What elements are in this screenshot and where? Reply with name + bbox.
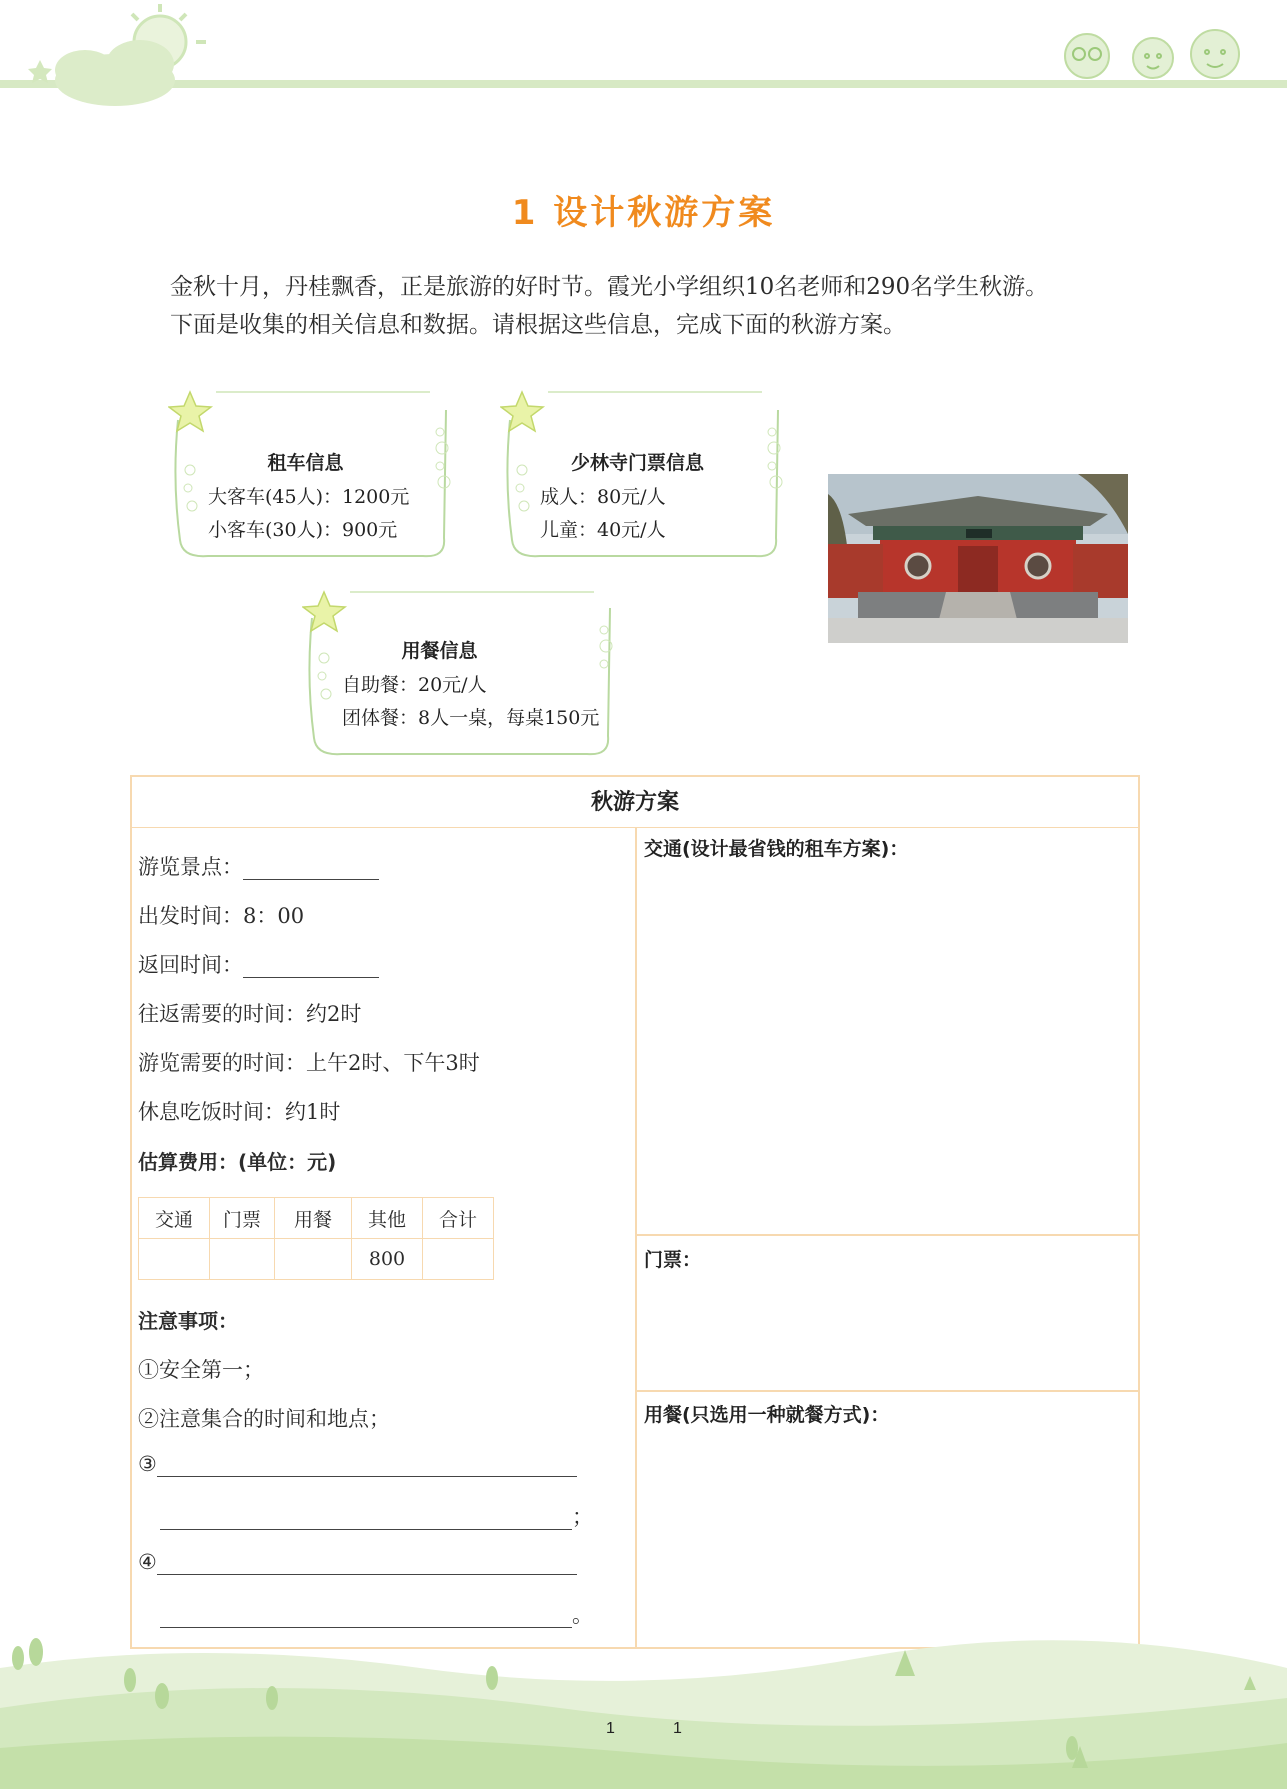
fee-cell-transport[interactable] [139,1239,210,1280]
intro-line: 金秋十月，丹桂飘香，正是旅游的好时节。霞光小学组织10名老师和290名学生秋游。 [170,274,1049,300]
fee-cell-tickets[interactable] [210,1239,275,1280]
spot-label: 游览景点： [138,855,243,879]
notes-label: 注意事项： [138,1309,238,1333]
ticket-info-card [500,390,775,558]
fee-table [138,1197,494,1280]
fee-header: 其他 [352,1198,423,1239]
card-line: 团体餐：8人一桌，每桌150元 [342,707,600,729]
note-item: ②注意集合的时间和地点； [138,1407,390,1431]
autumn-trip-plan-form [130,775,1140,1649]
rest-time: 休息吃饭时间：约1时 [138,1100,341,1124]
fee-header: 用餐 [275,1198,352,1239]
card-title: 用餐信息 [401,640,478,662]
spot-blank[interactable] [243,855,379,880]
cartoon-animals-icon [1055,18,1255,83]
note-item-3 [138,1452,577,1477]
note-end: 。 [572,1603,593,1627]
note-item-3-cont [160,1501,593,1531]
card-line: 小客车(30人)：900元 [208,519,398,541]
table-row [139,1239,494,1280]
page-number-right: 1 [673,1720,682,1737]
note-blank[interactable] [157,1550,577,1575]
return-label: 返回时间： [138,953,243,977]
card-line: 大客车(45人)：1200元 [208,486,410,508]
fee-header: 交通 [139,1198,210,1239]
fee-cell-meals[interactable] [275,1239,352,1280]
card-title: 租车信息 [267,452,344,474]
sun-cloud-icon [20,0,210,110]
card-line: 儿童：40元/人 [540,519,666,541]
note-number: ④ [138,1550,157,1574]
rental-info-card [168,390,443,558]
meals-section-label: 用餐(只选用一种就餐方式)： [644,1404,890,1426]
note-item-4 [138,1550,577,1575]
fee-cell-total[interactable] [423,1239,494,1280]
card-line: 自助餐：20元/人 [342,674,487,696]
roundtrip-time: 往返需要的时间：约2时 [138,1002,362,1026]
plan-heading: 秋游方案 [132,777,1138,828]
intro-line: 下面是收集的相关信息和数据。请根据这些信息，完成下面的秋游方案。 [170,312,906,338]
meal-info-card [302,588,600,756]
intro-paragraph [170,268,1170,344]
note-end: ； [572,1505,593,1529]
tickets-section-label: 门票： [644,1249,702,1271]
visit-time: 游览需要的时间：上午2时、下午3时 [138,1051,480,1075]
shaolin-temple-photo [828,474,1128,643]
return-blank[interactable] [243,953,379,978]
card-title: 少林寺门票信息 [570,452,704,474]
note-item: ①安全第一； [138,1358,264,1382]
fee-header: 门票 [210,1198,275,1239]
column-divider [635,827,637,1649]
row-divider [635,1234,1140,1236]
row-divider [635,1390,1140,1392]
fee-header: 合计 [423,1198,494,1239]
cost-label: 估算费用：(单位：元) [138,1150,337,1174]
green-hills-footer [0,1628,1287,1789]
depart-time: 出发时间：8：00 [138,904,305,928]
note-blank[interactable] [160,1603,572,1628]
note-item-4-cont [160,1599,593,1629]
fee-cell-other: 800 [352,1239,423,1280]
note-blank[interactable] [157,1452,577,1477]
note-number: ③ [138,1452,157,1476]
note-blank[interactable] [160,1505,572,1530]
return-field [138,949,379,979]
page-title: 1 设计秋游方案 [511,193,776,233]
card-line: 成人：80元/人 [540,486,666,508]
table-row [139,1198,494,1239]
page-number-left: 1 [606,1720,615,1737]
spot-field [138,851,379,881]
transport-section-label: 交通(设计最省钱的租车方案)： [644,838,909,860]
